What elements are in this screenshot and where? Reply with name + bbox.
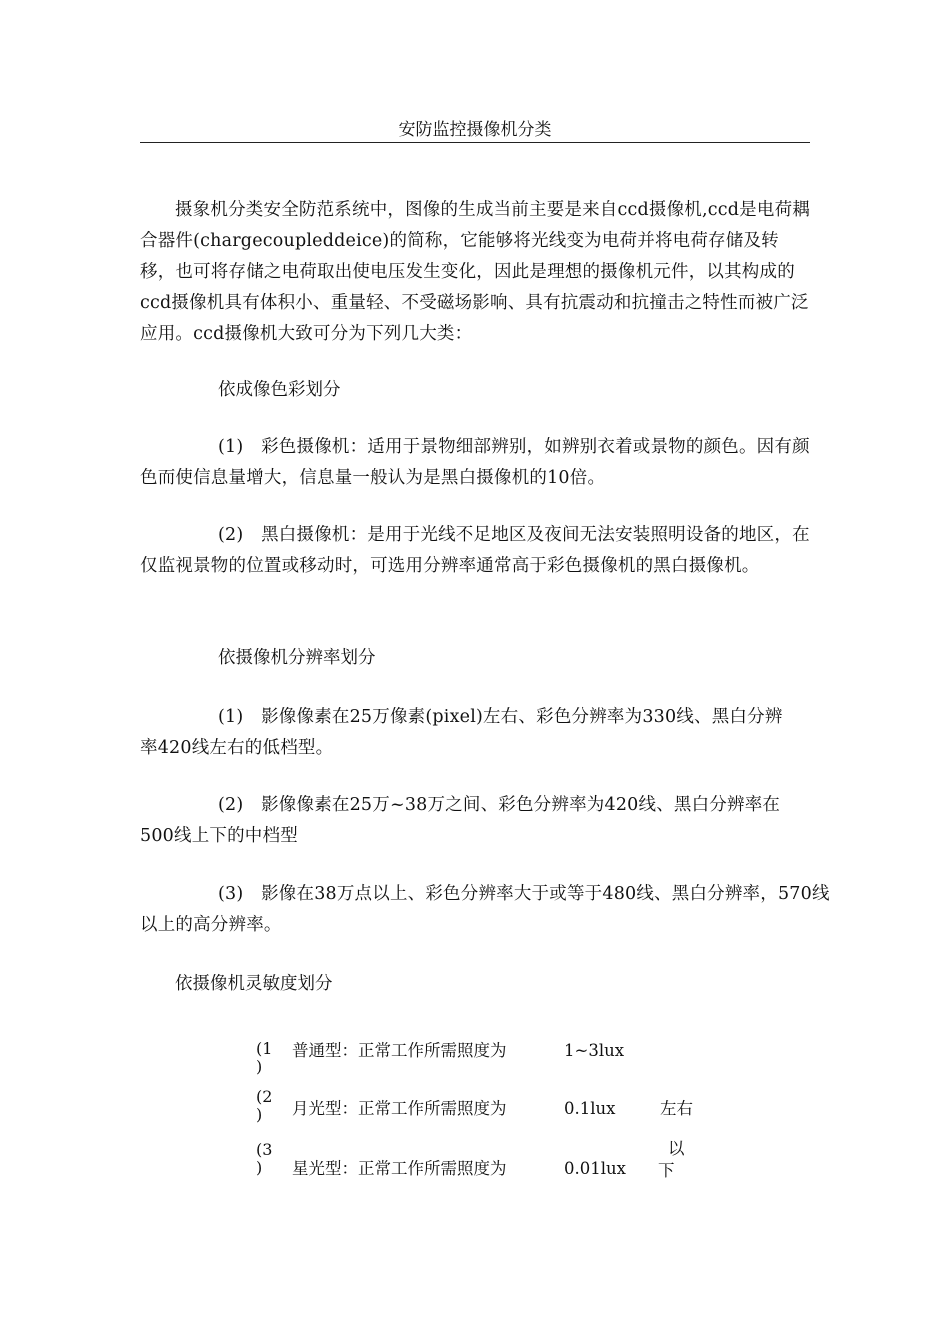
resolution-item-2: (2) 影像像素在25万~38万之间、彩色分辨率为420线、黑白分辨率在500线上下的中档型 (140, 795, 781, 846)
resolution-item-3: (3) 影像在38万点以上、彩色分辨率大于或等于480线、黑白分辨率，570线以上的高分辨率。 (140, 884, 830, 935)
row-description: 月光型：正常工作所需照度为 (292, 1099, 507, 1118)
page-title: 安防监控摄像机分类 (398, 120, 552, 140)
section-heading-resolution: 依摄像机分辨率划分 (218, 648, 376, 668)
section-heading-color: 依成像色彩划分 (218, 380, 341, 400)
row-note: 以 (668, 1139, 685, 1158)
color-item-1: (1) 彩色摄像机：适用于景物细部辨别，如辨别衣着或景物的颜色。因有颜色而使信息量增大，信息量一般认为是黑白摄像机的10倍。 (140, 437, 810, 488)
row-number: (2 ) (256, 1087, 273, 1124)
row-note: 下 (658, 1161, 675, 1180)
sensitivity-table (254, 1036, 714, 1186)
color-item-2: (2) 黑白摄像机：是用于光线不足地区及夜间无法安装照明设备的地区，在仅监视景物的位置或移动时，可选用分辨率通常高于彩色摄像机的黑白摄像机。 (140, 525, 810, 576)
row-note: 左右 (660, 1099, 693, 1118)
row-illuminance-value: 1~3lux (564, 1041, 625, 1060)
row-description: 普通型：正常工作所需照度为 (292, 1041, 507, 1060)
row-illuminance-value: 0.01lux (564, 1159, 626, 1178)
title-underline (140, 142, 810, 143)
intro-paragraph: 摄象机分类安全防范系统中，图像的生成当前主要是来自ccd摄像机,ccd是电荷耦合器件(chargecoupleddeice)的简称，它能够将光线变为电荷并将电荷存储及转移，也可将存储之电荷取出使电压发生变化，因此是理想的摄像机元件，以其构成的ccd摄像机具有体积小、重量轻、不受磁场影响、具有抗震动和抗撞击之特性而被广泛应用。ccd摄像机大致可分为下列几大类： (140, 200, 810, 344)
resolution-item-1: (1) 影像像素在25万像素(pixel)左右、彩色分辨率为330线、黑白分辨率420线左右的低档型。 (140, 707, 783, 758)
section-heading-sensitivity: 依摄像机灵敏度划分 (175, 974, 333, 994)
row-description: 星光型：正常工作所需照度为 (292, 1159, 507, 1178)
row-illuminance-value: 0.1lux (564, 1099, 616, 1118)
row-number: (3 ) (256, 1140, 273, 1177)
row-number: (1 ) (256, 1039, 273, 1076)
